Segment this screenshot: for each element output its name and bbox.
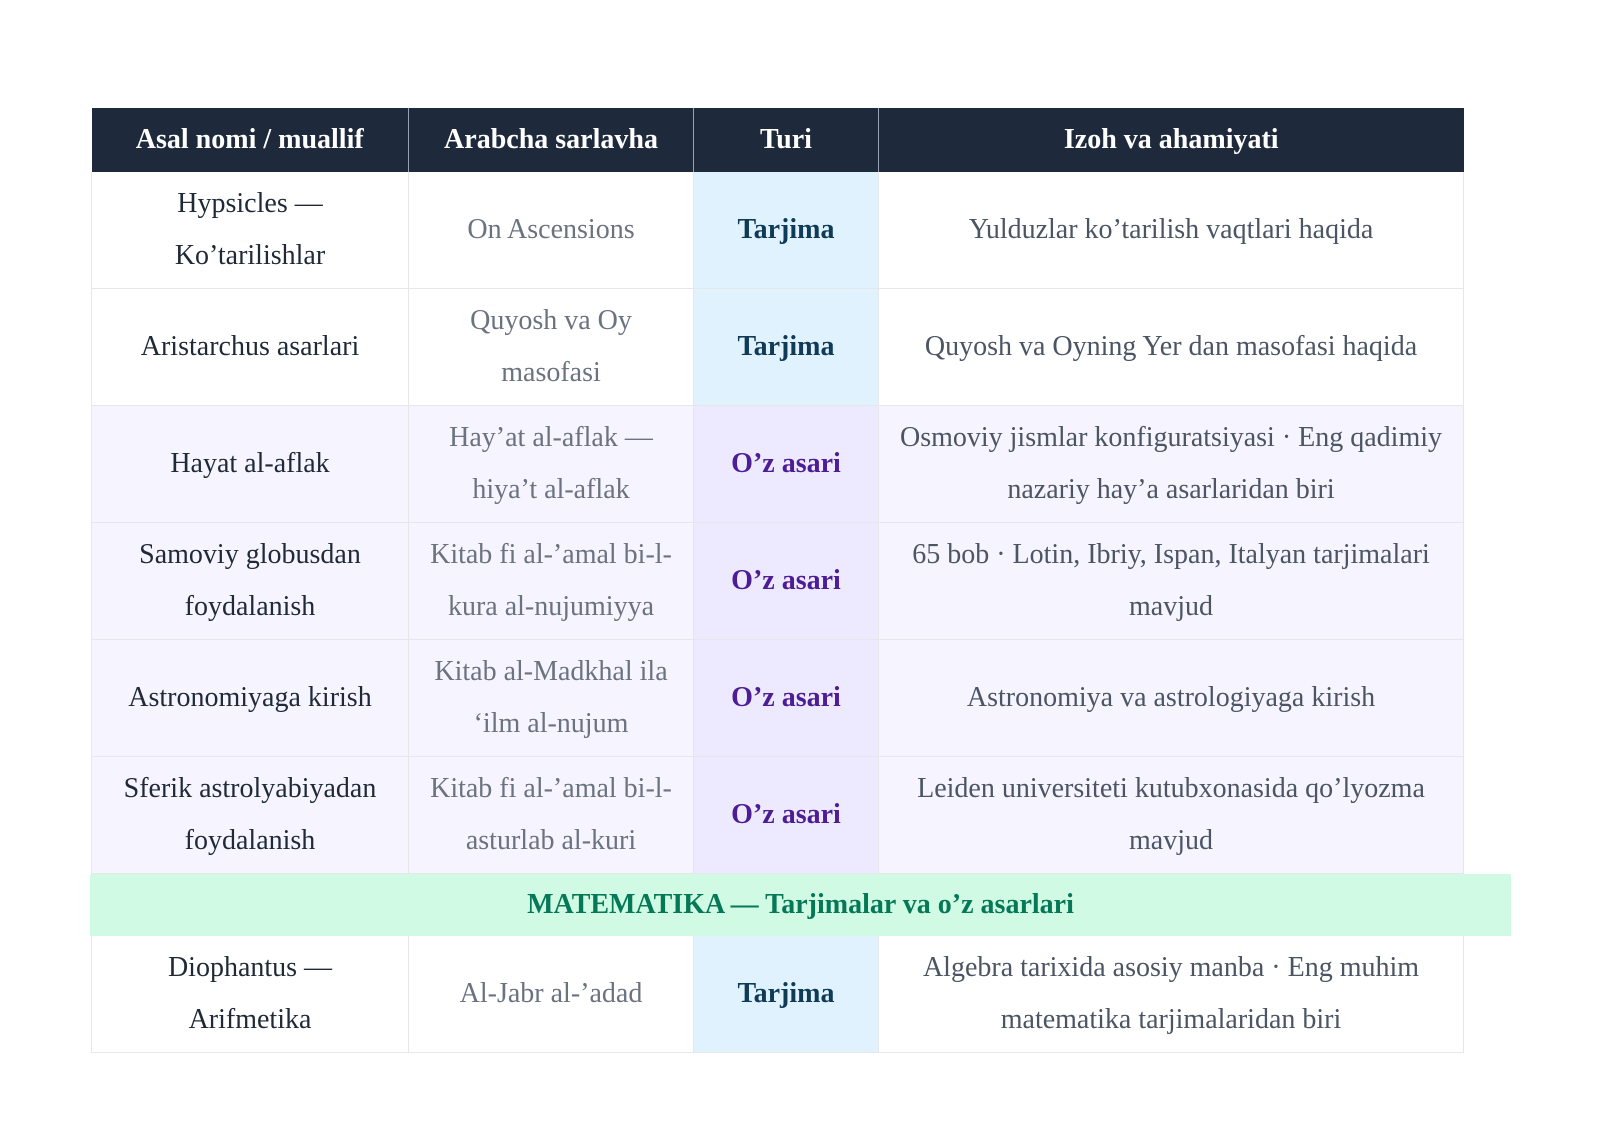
description-cell: Quyosh va Oyning Yer dan masofasi haqida bbox=[879, 289, 1464, 406]
description-cell: Algebra tarixida asosiy manba · Eng muhim matematika tarjimalaridan biri bbox=[879, 936, 1464, 1053]
arabic-title-cell: Kitab fi al-’amal bi-l-asturlab al-kuri bbox=[409, 757, 694, 874]
table-row bbox=[92, 936, 1464, 1053]
header-name: Asal nomi / muallif bbox=[92, 108, 409, 172]
work-name-cell: Sferik astrolyabiyadan foydalanish bbox=[92, 757, 409, 874]
description-cell: Osmoviy jismlar konfiguratsiyasi · Eng qadimiy nazariy hay’a asarlaridan biri bbox=[879, 406, 1464, 523]
table-row bbox=[92, 289, 1464, 406]
table-row bbox=[92, 640, 1464, 757]
header-type: Turi bbox=[694, 108, 879, 172]
table-row bbox=[92, 523, 1464, 640]
arabic-title-cell: Quyosh va Oy masofasi bbox=[409, 289, 694, 406]
type-badge: O’z asari bbox=[694, 406, 879, 523]
arabic-title-cell: Kitab fi al-’amal bi-l-kura al-nujumiyya bbox=[409, 523, 694, 640]
type-badge: Tarjima bbox=[694, 172, 879, 289]
works-table-mathematics bbox=[91, 936, 1464, 1053]
type-badge: O’z asari bbox=[694, 523, 879, 640]
arabic-title-cell: On Ascensions bbox=[409, 172, 694, 289]
arabic-title-cell: Al-Jabr al-’adad bbox=[409, 936, 694, 1053]
type-badge: Tarjima bbox=[694, 936, 879, 1053]
work-name-cell: Hypsicles — Ko’tarilishlar bbox=[92, 172, 409, 289]
header-description: Izoh va ahamiyati bbox=[879, 108, 1464, 172]
type-badge: O’z asari bbox=[694, 640, 879, 757]
table-header-row bbox=[92, 108, 1464, 172]
description-cell: Yulduzlar ko’tarilish vaqtlari haqida bbox=[879, 172, 1464, 289]
works-table-container bbox=[91, 108, 1512, 1053]
work-name-cell: Diophantus — Arifmetika bbox=[92, 936, 409, 1053]
description-cell: Astronomiya va astrologiyaga kirish bbox=[879, 640, 1464, 757]
header-arabic-title: Arabcha sarlavha bbox=[409, 108, 694, 172]
work-name-cell: Samoviy globusdan foydalanish bbox=[92, 523, 409, 640]
work-name-cell: Hayat al-aflak bbox=[92, 406, 409, 523]
work-name-cell: Astronomiyaga kirish bbox=[92, 640, 409, 757]
table-row bbox=[92, 406, 1464, 523]
section-heading-mathematics: MATEMATIKA — Tarjimalar va o’z asarlari bbox=[90, 874, 1511, 936]
description-cell: 65 bob · Lotin, Ibriy, Ispan, Italyan tarjimalari mavjud bbox=[879, 523, 1464, 640]
work-name-cell: Aristarchus asarlari bbox=[92, 289, 409, 406]
type-badge: Tarjima bbox=[694, 289, 879, 406]
works-table bbox=[91, 108, 1464, 874]
type-badge: O’z asari bbox=[694, 757, 879, 874]
table-row bbox=[92, 172, 1464, 289]
arabic-title-cell: Hay’at al-aflak — hiya’t al-aflak bbox=[409, 406, 694, 523]
description-cell: Leiden universiteti kutubxonasida qo’lyozma mavjud bbox=[879, 757, 1464, 874]
table-row bbox=[92, 757, 1464, 874]
arabic-title-cell: Kitab al-Madkhal ila ‘ilm al-nujum bbox=[409, 640, 694, 757]
